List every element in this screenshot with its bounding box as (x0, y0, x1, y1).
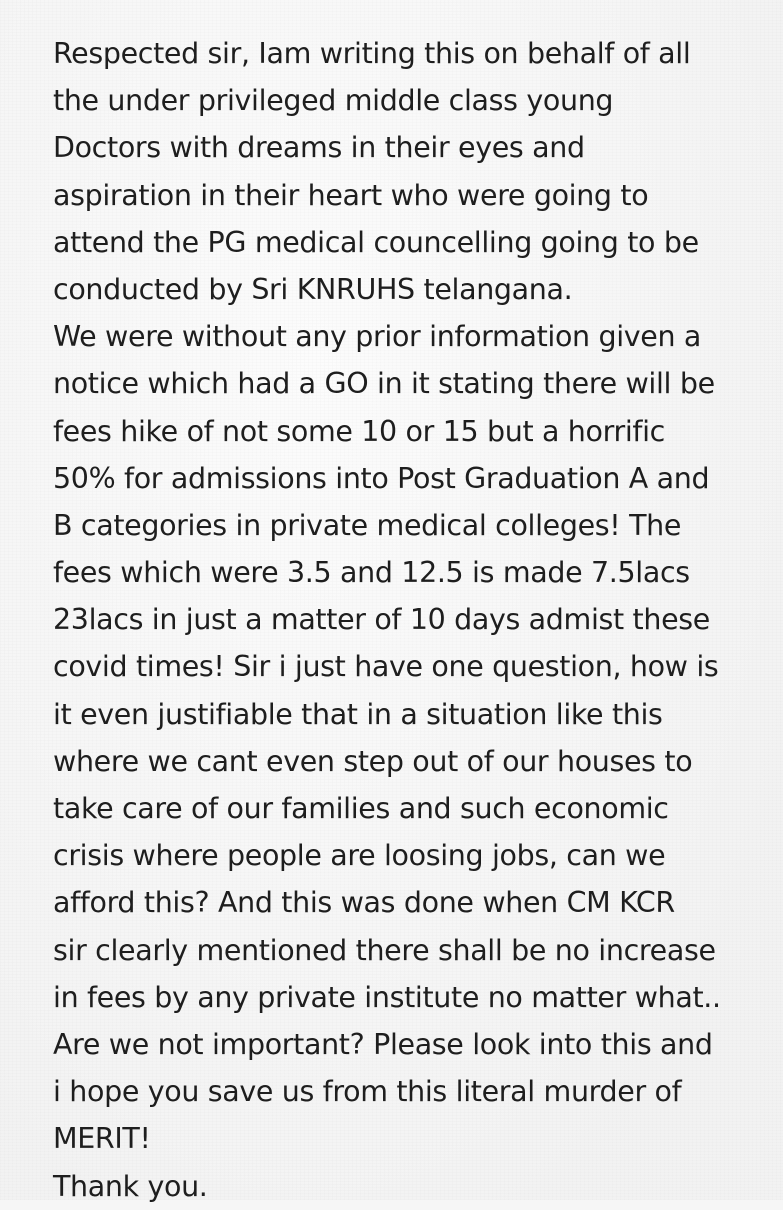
note-line: in fees by any private institute no matter what.. (53, 980, 721, 1014)
note-line: where we cant even step out of our houses to (53, 744, 693, 778)
note-line: Thank you. (53, 1169, 208, 1203)
note-line: We were without any prior information given a (53, 320, 702, 354)
note-line: aspiration in their heart who were going to (53, 178, 649, 212)
note-line: 23lacs in just a matter of 10 days admist these (53, 603, 710, 637)
note-line: i hope you save us from this literal murder of (53, 1075, 682, 1109)
note-line: covid times! Sir i just have one question, how is (53, 650, 719, 684)
note-body (53, 30, 768, 1210)
note-line: Doctors with dreams in their eyes and (53, 131, 585, 165)
note-line: sir clearly mentioned there shall be no increase (53, 933, 716, 967)
note-line: Are we not important? Please look into this and (53, 1027, 713, 1061)
note-line: notice which had a GO in it stating there will be (53, 367, 715, 401)
note-line: Respected sir, Iam writing this on behalf of all (53, 37, 691, 70)
note-line: take care of our families and such economic (53, 792, 669, 825)
note-line: conducted by Sri KNRUHS telangana. (53, 272, 573, 306)
note-line: fees hike of not some 10 or 15 but a horrific (53, 414, 665, 448)
note-line: crisis where people are loosing jobs, can we (53, 839, 666, 873)
note-line: B categories in private medical colleges! The (53, 508, 682, 542)
note-line: 50% for admissions into Post Graduation A and (53, 461, 710, 495)
note-line: the under privileged middle class young (53, 84, 614, 118)
note-line: it even justifiable that in a situation like this (53, 697, 663, 731)
note-line: MERIT! (53, 1122, 151, 1156)
note-line: afford this? And this was done when CM KCR (53, 886, 675, 920)
note-line: attend the PG medical councelling going to be (53, 225, 699, 259)
note-line: fees which were 3.5 and 12.5 is made 7.5lacs (53, 556, 690, 590)
